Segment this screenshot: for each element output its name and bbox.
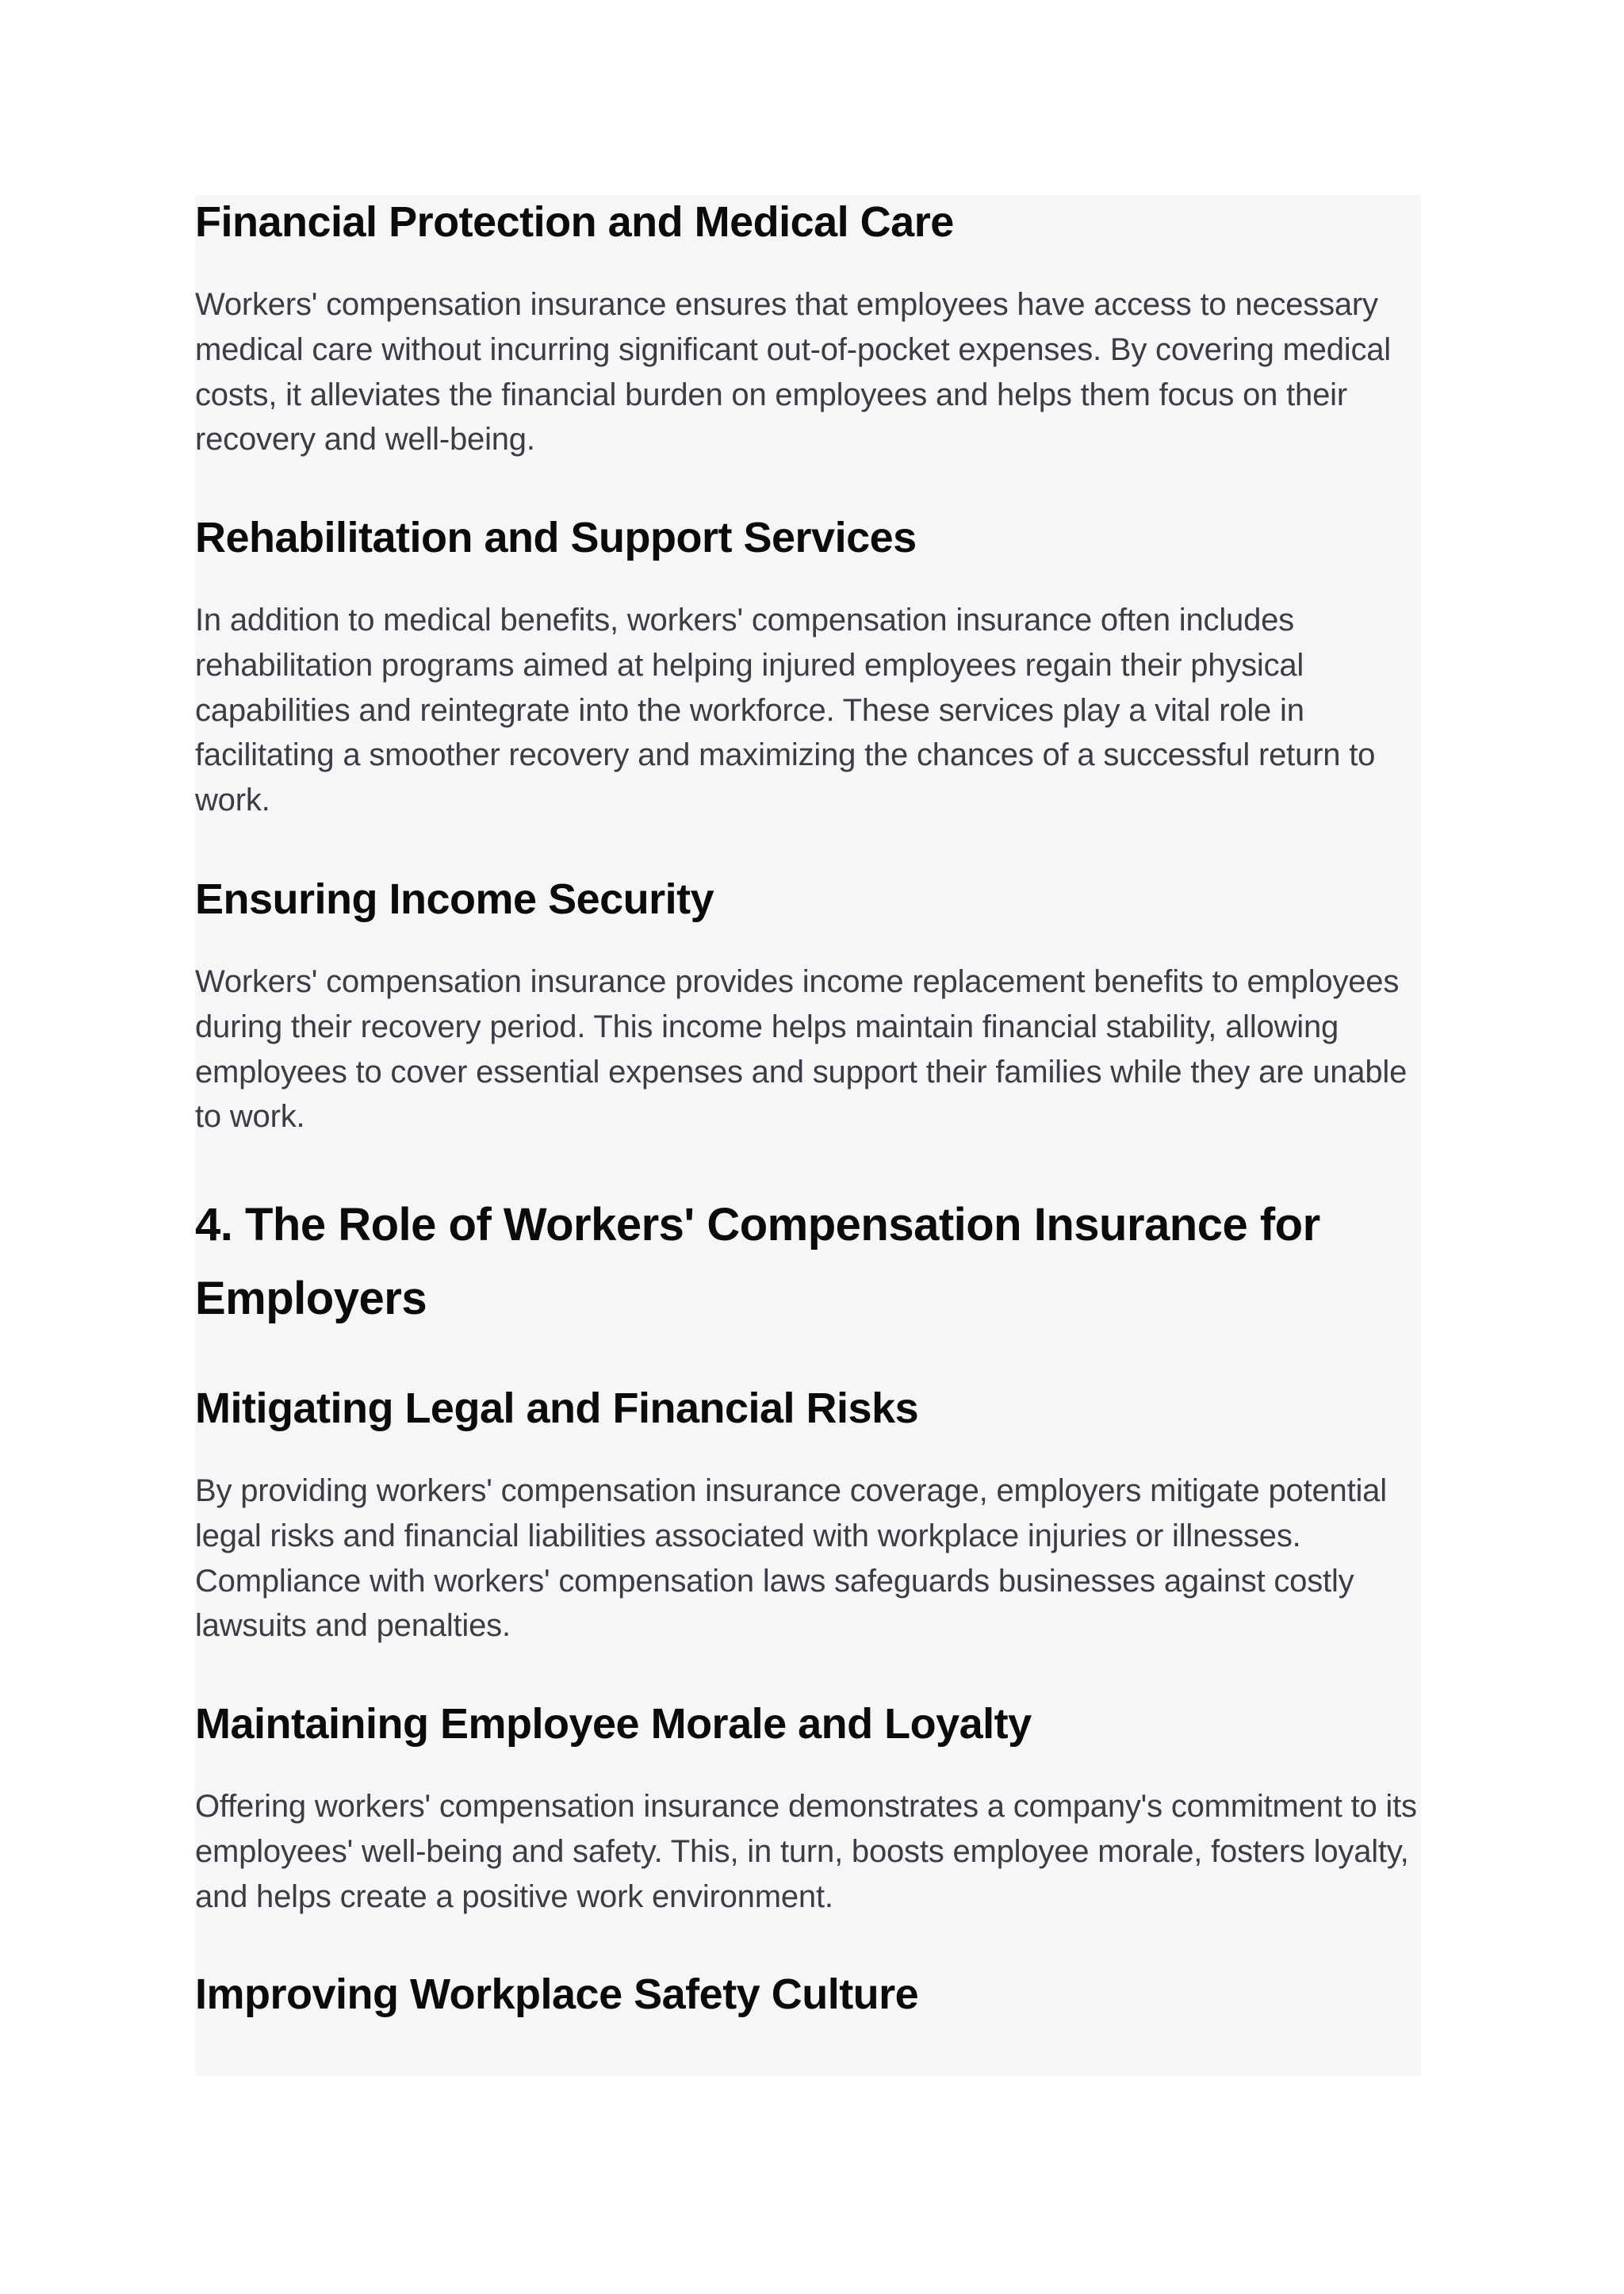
section-paragraph: In addition to medical benefits, workers' compensation insurance often includes rehabilitation programs aimed at helping injured employees regain their physical capabilities and reintegrate into the workforce. These services play a vital role in facilitating a smoother recovery and maximizing the chances of a successful return to work. (195, 603, 1376, 818)
section-heading: Financial Protection and Medical Care (195, 198, 954, 246)
section-heading: Ensuring Income Security (195, 875, 714, 923)
section-financial-protection (195, 195, 1421, 462)
section-employee-morale (195, 1697, 1421, 1919)
major-heading-block (195, 1188, 1421, 1335)
section-heading: Rehabilitation and Support Services (195, 514, 917, 561)
section-paragraph: Workers' compensation insurance ensures that employees have access to necessary medical care without incurring significant out-of-pocket expenses. By covering medical costs, it alleviates the financial burden on employees and helps them focus on their recovery and well-being. (195, 287, 1391, 458)
content-panel (195, 195, 1421, 2076)
section-paragraph: By providing workers' compensation insurance coverage, employers mitigate potential legal risks and financial liabilities associated with workplace injuries or illnesses. Compliance with workers' compensation laws safeguards businesses against costly lawsuits and penalties. (195, 1473, 1387, 1644)
section-legal-financial-risks (195, 1381, 1421, 1649)
major-heading: 4. The Role of Workers' Compensation Insurance for Employers (195, 1199, 1320, 1324)
section-rehabilitation (195, 511, 1421, 823)
section-income-security (195, 872, 1421, 1139)
section-heading: Improving Workplace Safety Culture (195, 1970, 919, 2018)
section-paragraph: Workers' compensation insurance provides income replacement benefits to employees during their recovery period. This income helps maintain financial stability, allowing employees to cover essential expenses and support their families while they are unable to work. (195, 964, 1408, 1135)
section-workplace-safety (195, 1967, 1421, 2021)
section-paragraph: Offering workers' compensation insurance demonstrates a company's commitment to its employees' well-being and safety. This, in turn, boosts employee morale, fosters loyalty, and helps create a positive work environment. (195, 1789, 1417, 1914)
section-heading: Maintaining Employee Morale and Loyalty (195, 1700, 1032, 1748)
section-heading: Mitigating Legal and Financial Risks (195, 1384, 919, 1432)
